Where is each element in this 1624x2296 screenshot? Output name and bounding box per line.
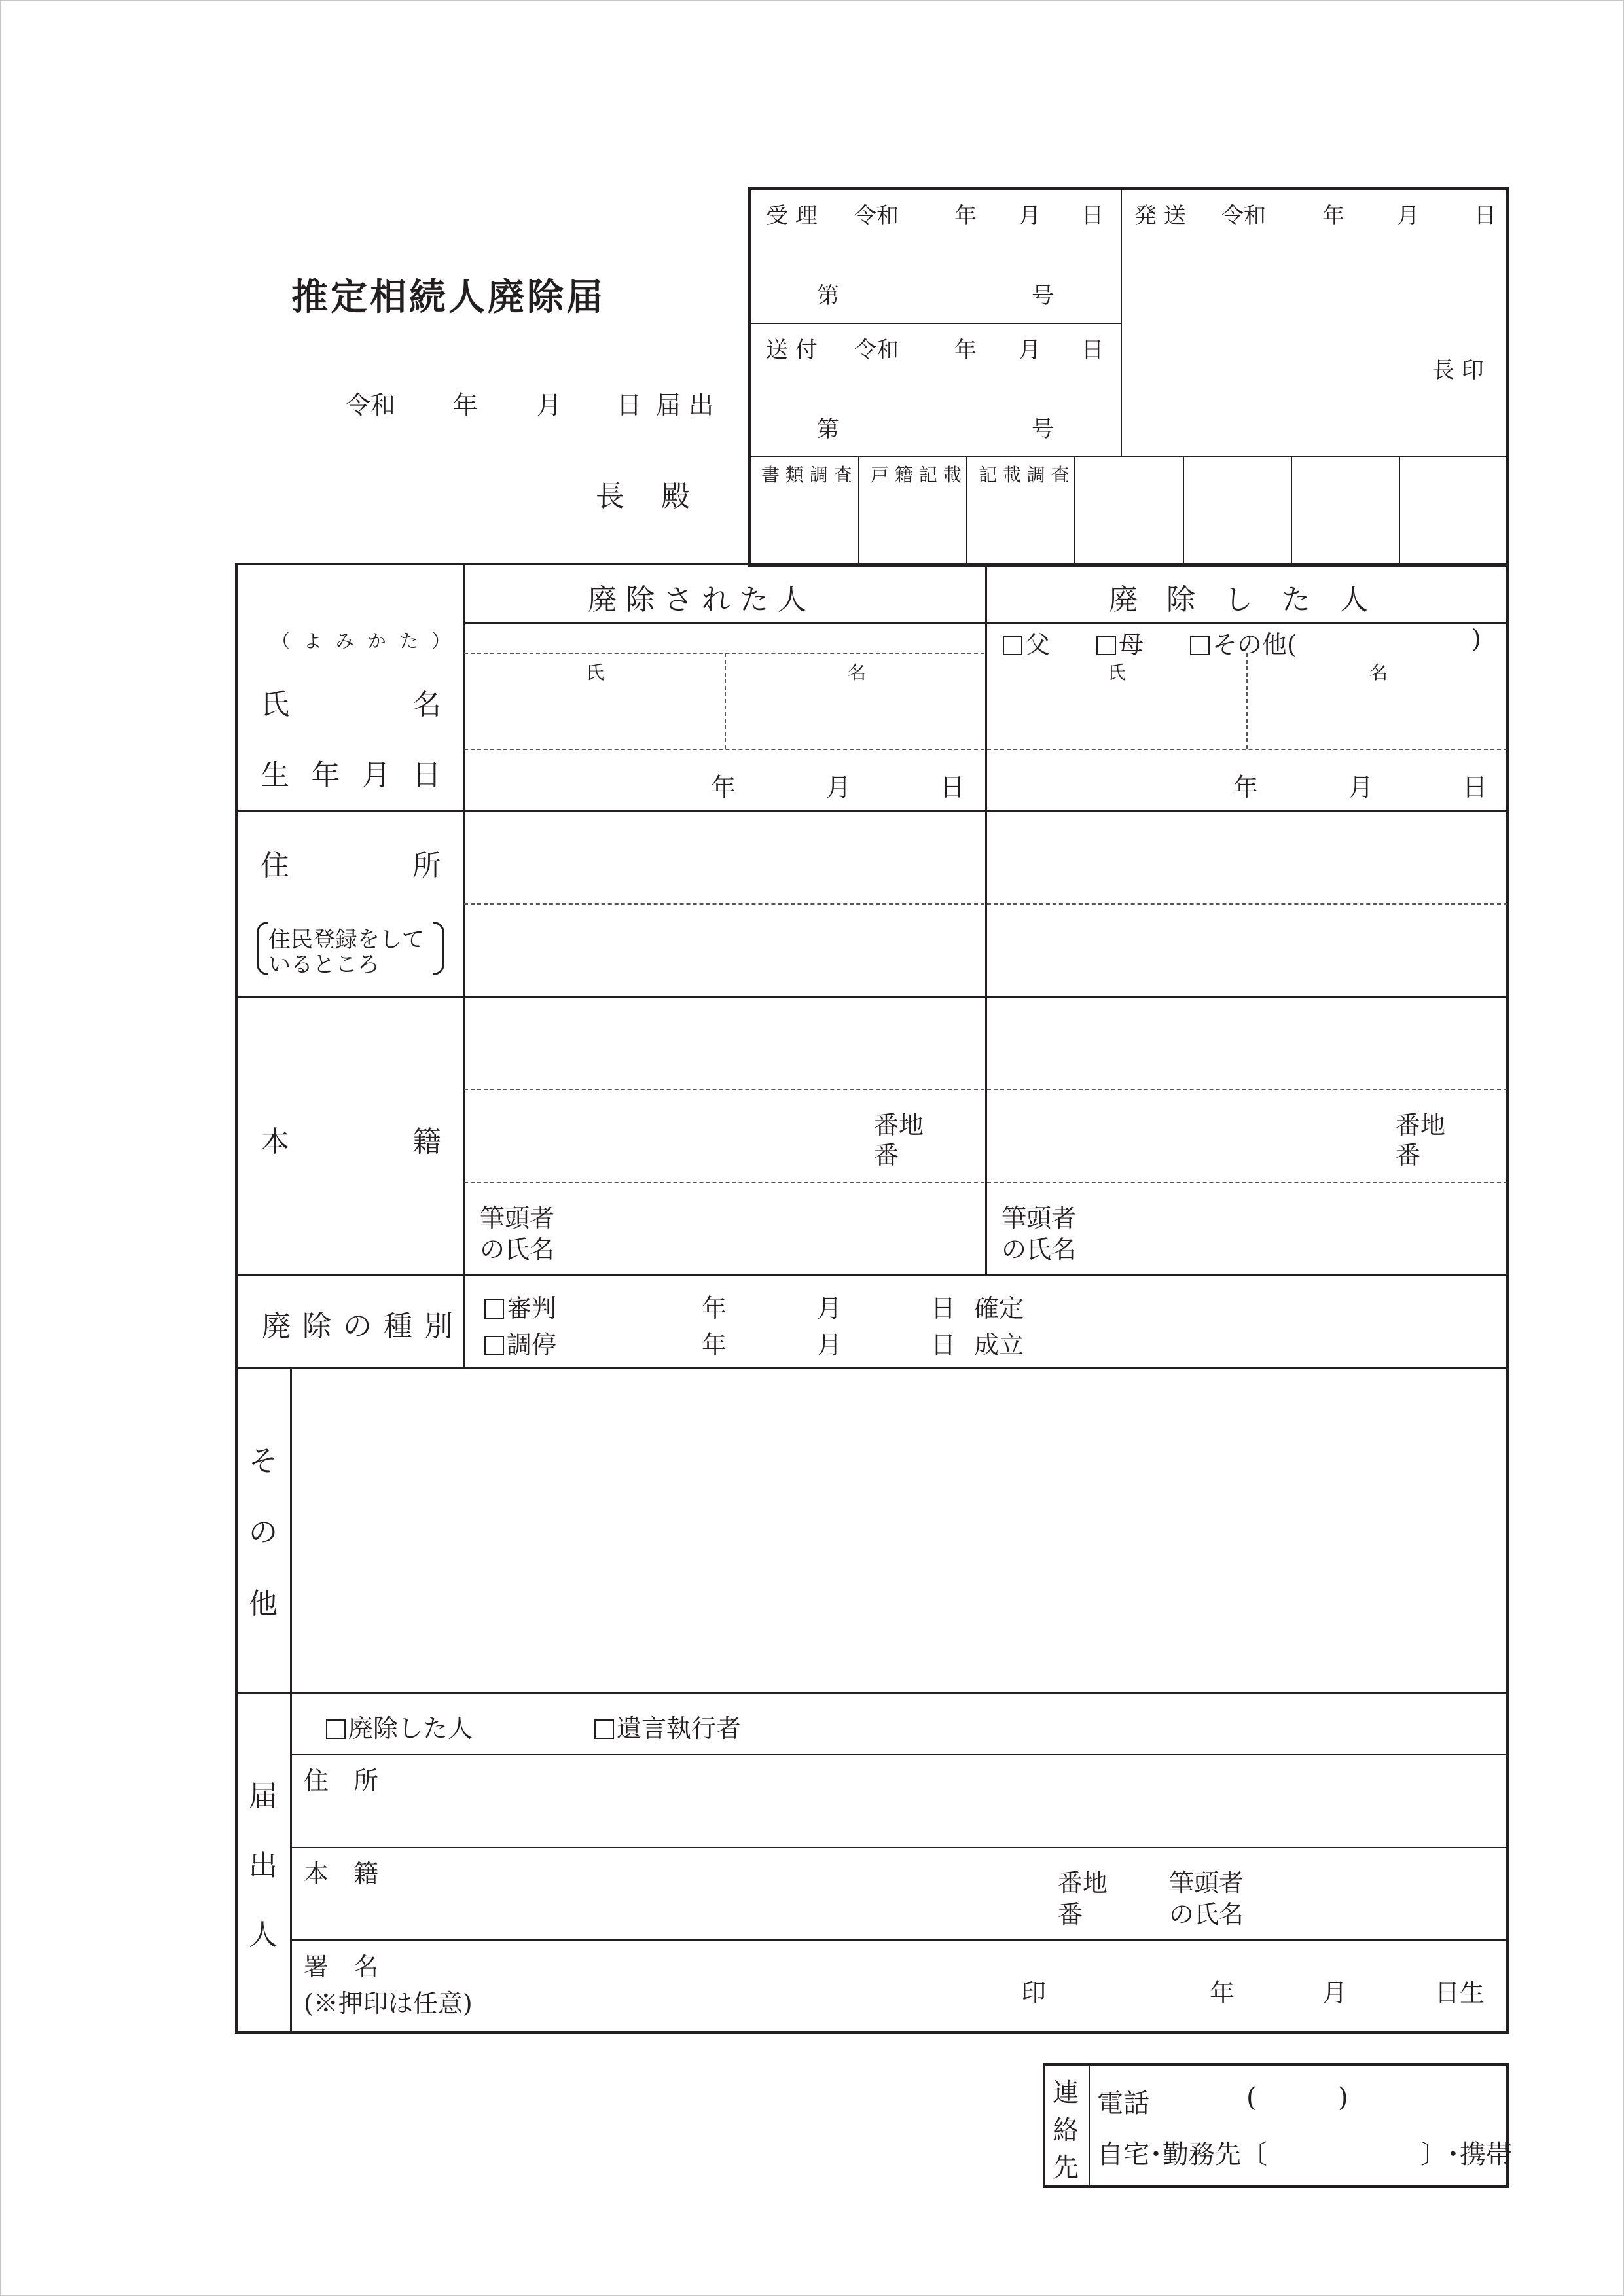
receipt-day: 日 bbox=[1081, 203, 1104, 229]
relation-father-label: 父 bbox=[1025, 630, 1051, 659]
checkbox[interactable] bbox=[326, 1719, 346, 1739]
disinheritor-honseki-field[interactable] bbox=[988, 1000, 1506, 1088]
contact-phone-label: 電話 bbox=[1097, 2089, 1149, 2119]
disinherited-birth-month: 月 bbox=[826, 773, 852, 802]
office-divider bbox=[1399, 456, 1400, 564]
checkbox[interactable] bbox=[484, 1336, 504, 1355]
sent-year: 年 bbox=[954, 337, 977, 363]
office-divider bbox=[749, 456, 1506, 457]
applicant-address-field[interactable] bbox=[393, 1761, 1506, 1844]
disinherited-lot-banchi: 番地 bbox=[874, 1111, 924, 1139]
column-header-disinheritor: 廃 除 し た 人 bbox=[1109, 583, 1368, 617]
birth-char: 年 bbox=[311, 759, 340, 792]
applicant-char: 人 bbox=[249, 1918, 278, 1952]
disinherited-head-label-1: 筆頭者 bbox=[480, 1204, 555, 1232]
label-applicant bbox=[249, 1772, 278, 1953]
mediation-year: 年 bbox=[702, 1331, 727, 1359]
checkbox[interactable] bbox=[594, 1719, 614, 1739]
applicant-address-label: 住 所 bbox=[304, 1767, 379, 1795]
other-char: の bbox=[249, 1516, 278, 1549]
check-registry-entry: 戸 籍 記 載 bbox=[871, 464, 962, 486]
contact-divider bbox=[1089, 2066, 1090, 2185]
applicant-option-disinheritor[interactable] bbox=[326, 1708, 473, 1744]
label-address-left: 住 bbox=[261, 849, 289, 882]
label-honseki-left: 本 bbox=[261, 1125, 289, 1158]
mediation-status: 成立 bbox=[974, 1331, 1024, 1359]
applicant-birth-day: 日生 bbox=[1435, 1979, 1485, 2007]
other-char: そ bbox=[249, 1444, 278, 1478]
filing-month: 月 bbox=[537, 391, 562, 420]
narrow-label-divider bbox=[290, 1368, 292, 2032]
sent-month: 月 bbox=[1019, 337, 1041, 363]
check-documents: 書 類 調 査 bbox=[761, 464, 852, 486]
check-entry-review: 記 載 調 査 bbox=[979, 464, 1070, 486]
sent-label: 送 付 bbox=[766, 337, 818, 363]
contact-phone-paren-close: ) bbox=[1338, 2083, 1348, 2113]
column-header-disinherited: 廃 除 さ れ た 人 bbox=[588, 583, 806, 617]
disinheritor-birth-month: 月 bbox=[1348, 773, 1374, 802]
filing-suffix: 届 出 bbox=[656, 391, 714, 420]
contact-phone-field[interactable] bbox=[1178, 2079, 1499, 2114]
form-title: 推定相続人廃除届 bbox=[291, 276, 605, 319]
disinheritor-surname-label: 氏 bbox=[1108, 662, 1127, 683]
receipt-year: 年 bbox=[954, 203, 977, 229]
judgment-month: 月 bbox=[817, 1294, 842, 1323]
label-honseki-right: 籍 bbox=[412, 1125, 441, 1158]
label-column-divider bbox=[463, 564, 465, 1367]
other-char: 他 bbox=[249, 1587, 278, 1621]
applicant-lot-banchi: 番地 bbox=[1058, 1869, 1108, 1897]
relation-other[interactable] bbox=[1190, 624, 1297, 660]
applicant-option-label: 遺言執行者 bbox=[617, 1714, 742, 1743]
applicant-head-label-2: の氏名 bbox=[1169, 1900, 1244, 1929]
applicant-seal-note: (※押印は任意) bbox=[304, 1989, 473, 2018]
relation-mother-label: 母 bbox=[1119, 630, 1144, 659]
birth-char: 日 bbox=[412, 759, 441, 792]
label-name-right: 名 bbox=[412, 688, 441, 721]
filing-era: 令和 bbox=[346, 391, 396, 420]
row-divider bbox=[291, 1847, 1507, 1848]
judgment-day: 日 bbox=[931, 1294, 956, 1323]
disinheritor-head-label-1: 筆頭者 bbox=[1001, 1204, 1077, 1232]
applicant-option-executor[interactable] bbox=[594, 1708, 741, 1744]
dashed-guide bbox=[464, 749, 1507, 750]
dashed-guide bbox=[464, 903, 1507, 905]
label-address-right: 所 bbox=[412, 849, 441, 882]
dispatch-label: 発 送 bbox=[1134, 203, 1186, 229]
disinheritor-given-label: 名 bbox=[1369, 662, 1388, 683]
disinheritor-lot-ban: 番 bbox=[1396, 1141, 1421, 1170]
row-divider bbox=[236, 1692, 1507, 1694]
filing-year: 年 bbox=[453, 391, 478, 420]
contact-place-end: 〕･携帯 bbox=[1420, 2140, 1512, 2170]
applicant-birth-month: 月 bbox=[1322, 1979, 1348, 2007]
contact-phone-paren-open: ( bbox=[1246, 2083, 1257, 2113]
mediation-month: 月 bbox=[817, 1331, 842, 1359]
contact-label bbox=[1052, 2072, 1079, 2183]
type-judgment-label: 審判 bbox=[507, 1294, 557, 1323]
disinheritor-address-field[interactable] bbox=[988, 814, 1506, 902]
contact-char: 先 bbox=[1053, 2153, 1079, 2183]
office-divider bbox=[1121, 188, 1122, 456]
sent-day: 日 bbox=[1081, 337, 1104, 363]
disinherited-given-name-field[interactable] bbox=[728, 681, 983, 746]
disinheritor-given-name-field[interactable] bbox=[1249, 681, 1506, 746]
applicant-birth-year: 年 bbox=[1210, 1979, 1235, 2007]
checkbox[interactable] bbox=[1003, 636, 1022, 655]
applicant-signature-field[interactable] bbox=[497, 1944, 995, 2029]
address-note-line1: 住民登録をして bbox=[268, 927, 424, 953]
disinheritor-head-label-2: の氏名 bbox=[1001, 1235, 1077, 1264]
receipt-no-suffix: 号 bbox=[1032, 283, 1054, 309]
disinherited-address-field[interactable] bbox=[466, 814, 983, 902]
applicant-honseki-label: 本 籍 bbox=[304, 1859, 379, 1888]
row-divider bbox=[236, 996, 1507, 998]
contact-char: 絡 bbox=[1053, 2115, 1079, 2145]
mediation-day: 日 bbox=[931, 1331, 956, 1359]
checkbox[interactable] bbox=[484, 1299, 504, 1319]
disinherited-birth-day: 日 bbox=[940, 773, 965, 802]
relation-mother[interactable] bbox=[1096, 624, 1144, 660]
label-disinheritance-type: 廃 除 の 種 別 bbox=[262, 1310, 454, 1343]
disinherited-honseki-field[interactable] bbox=[466, 1000, 983, 1088]
disinheritor-birth-day: 日 bbox=[1462, 773, 1488, 802]
checkbox[interactable] bbox=[1190, 636, 1210, 655]
judgment-status: 確定 bbox=[974, 1294, 1024, 1323]
address-note-line2: いるところ bbox=[268, 952, 380, 978]
chief-seal: 長 印 bbox=[1432, 357, 1484, 384]
dashed-guide bbox=[1246, 653, 1248, 749]
dispatch-month: 月 bbox=[1397, 203, 1419, 229]
receipt-month: 月 bbox=[1019, 203, 1041, 229]
note-paren-left bbox=[257, 922, 268, 975]
person-column-divider bbox=[985, 564, 987, 1275]
label-name-left: 氏 bbox=[261, 688, 289, 721]
contact-char: 連 bbox=[1053, 2078, 1079, 2108]
office-divider bbox=[1291, 456, 1292, 564]
office-use-box bbox=[748, 187, 1509, 567]
filing-day: 日 bbox=[617, 391, 642, 420]
label-yomikata: （ よ み か た ） bbox=[272, 630, 454, 652]
disinheritor-lot-banchi: 番地 bbox=[1396, 1111, 1446, 1139]
row-divider bbox=[236, 810, 1507, 812]
sent-no-prefix: 第 bbox=[817, 416, 839, 442]
disinherited-head-label-2: の氏名 bbox=[480, 1235, 555, 1264]
other-notes-field[interactable] bbox=[293, 1371, 1506, 1690]
row-divider bbox=[291, 1754, 1507, 1755]
disinherited-lot-ban: 番 bbox=[874, 1141, 899, 1170]
addressee: 長 殿 bbox=[596, 480, 694, 513]
disinheritor-surname-field[interactable] bbox=[988, 681, 1245, 746]
applicant-option-label: 廃除した人 bbox=[348, 1714, 473, 1743]
office-divider bbox=[858, 456, 859, 564]
disinheritor-birth-year: 年 bbox=[1233, 773, 1259, 802]
row-divider bbox=[291, 1939, 1507, 1941]
dashed-guide bbox=[725, 653, 726, 749]
judgment-year: 年 bbox=[702, 1294, 727, 1323]
type-mediation[interactable] bbox=[484, 1325, 556, 1361]
sent-era: 令和 bbox=[854, 337, 899, 363]
type-mediation-label: 調停 bbox=[507, 1331, 557, 1359]
checkbox[interactable] bbox=[1096, 636, 1116, 655]
relation-other-close: ) bbox=[1471, 624, 1481, 653]
relation-other-label: その他( bbox=[1212, 630, 1297, 659]
disinherited-yomikata-field[interactable] bbox=[466, 625, 983, 651]
contact-place-label: 自宅･勤務先〔 bbox=[1097, 2140, 1267, 2170]
applicant-head-label-1: 筆頭者 bbox=[1169, 1869, 1244, 1897]
applicant-seal: 印 bbox=[1021, 1979, 1047, 2007]
office-divider bbox=[1074, 456, 1075, 564]
disinherited-surname-label: 氏 bbox=[586, 662, 605, 683]
dashed-guide bbox=[464, 1089, 1507, 1090]
birth-char: 月 bbox=[361, 759, 391, 792]
applicant-signature-label: 署 名 bbox=[304, 1952, 379, 1981]
dashed-guide bbox=[464, 1182, 1507, 1183]
disinherited-surname-field[interactable] bbox=[466, 681, 723, 746]
relation-father[interactable] bbox=[1003, 624, 1050, 660]
dispatch-day: 日 bbox=[1474, 203, 1496, 229]
label-other bbox=[249, 1437, 278, 1622]
applicant-char: 出 bbox=[249, 1849, 278, 1882]
sent-no-suffix: 号 bbox=[1032, 416, 1054, 442]
row-divider bbox=[236, 1274, 1507, 1276]
disinherited-given-label: 名 bbox=[848, 662, 867, 683]
receipt-era: 令和 bbox=[854, 203, 899, 229]
birth-char: 生 bbox=[261, 759, 289, 792]
applicant-lot-ban: 番 bbox=[1058, 1900, 1083, 1929]
office-divider bbox=[749, 323, 1121, 324]
type-judgment[interactable] bbox=[484, 1288, 556, 1324]
dispatch-year: 年 bbox=[1322, 203, 1344, 229]
row-divider bbox=[236, 1367, 1507, 1369]
applicant-char: 届 bbox=[249, 1780, 278, 1813]
label-birth-date bbox=[261, 751, 441, 793]
receipt-no-prefix: 第 bbox=[817, 283, 839, 309]
dispatch-era: 令和 bbox=[1221, 203, 1266, 229]
office-divider bbox=[966, 456, 967, 564]
disinherited-birth-year: 年 bbox=[711, 773, 736, 802]
office-divider bbox=[1183, 456, 1184, 564]
note-paren-right bbox=[433, 922, 444, 975]
receipt-label: 受 理 bbox=[766, 203, 818, 229]
